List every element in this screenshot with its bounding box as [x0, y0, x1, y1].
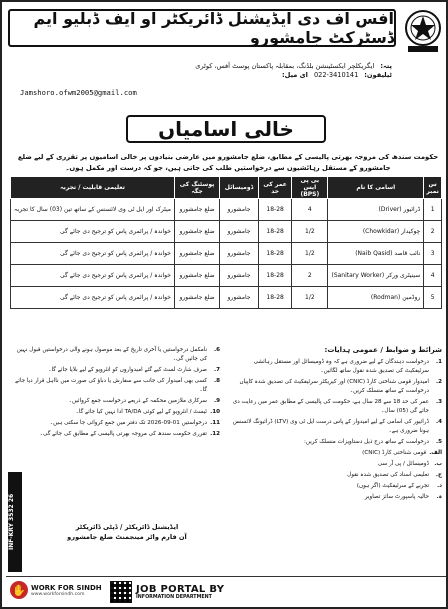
cell-posting: ضلع جامشورو: [174, 287, 219, 309]
instruction-text: امیدوار قومی شناختی کارڈ (CNIC) اور کیریکٹر سرٹیفکیٹ کی تصدیق شدہ کاپیاں درخواست کے ساتھ منسلک کریں۔: [239, 379, 429, 394]
col-header-sno: س نمبر: [424, 177, 442, 199]
instruction-number: 3.: [435, 399, 442, 405]
instruction-number: 1.: [435, 359, 442, 365]
header: [6, 6, 444, 58]
signature-line-1: ایڈیشنل ڈائریکٹر / ڈپٹی ڈائریکٹر: [75, 523, 179, 531]
instruction-text: تجربے کے سرٹیفکیٹ (اگر ہوں): [356, 483, 429, 489]
instruction-text: سرکاری ملازمین محکمہ کے ذریعے درخواست جمع کروائیں۔: [68, 398, 207, 404]
job-portal-text: JOB PORTAL BY: [136, 584, 225, 595]
instruction-number: 5.: [435, 439, 442, 445]
cell-qualification: خواندہ / پرائمری پاس کو ترجیح دی جائے گی: [11, 287, 175, 309]
col-header-qualification: تعلیمی قابلیت / تجربہ: [11, 177, 175, 199]
table-row: [11, 199, 442, 221]
cell-age: 18-28: [258, 221, 291, 243]
signature-line-2: آن فارم واٹر مینجمنٹ ضلع جامشورو: [67, 533, 187, 541]
cell-domicile: جامشورو: [220, 287, 259, 309]
cell-domicile: جامشورو: [220, 243, 259, 265]
instruction-number: 10.: [210, 409, 220, 415]
instructions-list-right: [232, 358, 442, 502]
instruction-item: [232, 493, 442, 502]
instructions-left-column: [10, 346, 220, 441]
instruction-text: حالیہ پاسپورٹ سائز تصاویر: [364, 494, 429, 500]
col-header-age: عمر کی حد: [258, 177, 291, 199]
cell-qualification: خواندہ / پرائمری پاس کو ترجیح دی جائے گی: [11, 265, 175, 287]
instruction-item: [232, 460, 442, 469]
cell-qualification: خواندہ / پرائمری پاس کو ترجیح دی جائے گی: [11, 221, 175, 243]
table-row: [11, 265, 442, 287]
address-value: ایگریکلچر ایکسٹینشن بلڈنگ، بمقابلہ پاکستان پوسٹ آفس، کوٹری: [195, 62, 375, 70]
cell-bps: 2: [292, 265, 328, 287]
cell-domicile: جامشورو: [220, 199, 259, 221]
office-title: آفس آف دی ایڈیشنل ڈائریکٹر او ایف ڈبلیو ایم ڈسٹرکٹ جامشورو: [8, 9, 396, 47]
instruction-number: الف.: [429, 450, 442, 456]
email-value[interactable]: Jamshoro.ofwm2005@gmail.com: [20, 88, 137, 97]
instruction-number: 12.: [210, 431, 220, 437]
cell-sno: 1: [424, 199, 442, 221]
instruction-item: [232, 482, 442, 491]
cell-qualification: میٹرک اور ایل ٹی وی لائسنس کے ساتھ تین (03) سال کا تجربہ: [11, 199, 175, 221]
instruction-number: 7.: [213, 367, 220, 373]
work-for-sindh-logo[interactable]: [10, 581, 102, 599]
instruction-number: د.: [437, 483, 442, 489]
instruction-text: درخواست کے ساتھ درج ذیل دستاویزات منسلک کریں:: [304, 439, 429, 445]
col-header-posting: پوسٹنگ کی جگہ: [174, 177, 219, 199]
instruction-item: [232, 471, 442, 480]
instruction-number: 11.: [210, 420, 220, 426]
table-row: [11, 287, 442, 309]
instruction-number: 6.: [213, 347, 220, 353]
instruction-item: [232, 438, 442, 447]
col-header-bps: بی پی ایس (BPS): [292, 177, 328, 199]
instruction-number: 2.: [435, 379, 442, 385]
cell-age: 18-28: [258, 265, 291, 287]
instruction-text: ڈرائیور کی اسامی کے لیے امیدوار کے پاس درست ایل ٹی وی (LTV) ڈرائیونگ لائسنس ہونا ضروری ہے۔: [232, 419, 429, 434]
instruction-text: صرف شارٹ لسٹ کیے گئے امیدواروں کو انٹرویو کے لیے بلایا جائے گا۔: [48, 367, 207, 373]
cell-name: ڈرائیور (Driver): [328, 199, 424, 221]
cell-name: روڈمین (Rodman): [328, 287, 424, 309]
instruction-item: [10, 419, 220, 428]
cell-domicile: جامشورو: [220, 221, 259, 243]
phone-label: ٹیلیفون:: [364, 71, 392, 79]
job-portal-logo[interactable]: [110, 581, 224, 603]
instruction-text: نامکمل درخواستیں یا آخری تاریخ کے بعد موصول ہونے والی درخواستیں قبول نہیں کی جائیں گی۔: [16, 347, 207, 362]
contact-block: [62, 62, 392, 80]
cell-name: چوکیدار (Chowkidar): [328, 221, 424, 243]
instruction-number: 4.: [435, 419, 442, 425]
instruction-number: ج.: [435, 472, 442, 478]
phone-row: [62, 71, 392, 80]
cell-age: 18-28: [258, 287, 291, 309]
cell-sno: 4: [424, 265, 442, 287]
cell-name: نائب قاصد (Naib Qasid): [328, 243, 424, 265]
col-header-domicile: ڈومیسائل: [220, 177, 259, 199]
cell-sno: 2: [424, 221, 442, 243]
cell-bps: 1/2: [292, 287, 328, 309]
col-header-name: اسامی کا نام: [328, 177, 424, 199]
instruction-text: تقرری حکومت سندھ کی مروجہ بھرتی پالیسی کے مطابق کی جائے گی۔: [39, 431, 207, 437]
cell-posting: ضلع جامشورو: [174, 265, 219, 287]
intro-paragraph: حکومت سندھ کی مروجہ بھرتی پالیسی کے مطابق، ضلع جامشورو میں عارضی بنیادوں پر خالی اسامیوں پر تقرری کے لیے ضلع جامشورو کے مستقل رہائشیوں سے درخواستیں طلب کی جاتی ہیں، جو کہ درست اور مکمل ہوں۔: [17, 153, 439, 172]
cell-name: سینیٹری ورکر (Sanitary Worker): [328, 265, 424, 287]
qr-code-icon: [110, 581, 132, 603]
instructions-right-column: [232, 346, 442, 504]
cell-bps: 1/2: [292, 221, 328, 243]
instruction-item: [10, 397, 220, 406]
address-label: پتہ:: [380, 62, 392, 70]
instruction-item: [232, 358, 442, 376]
work-for-sindh-url: www.workforsindh.com: [31, 591, 85, 597]
cell-bps: 1/2: [292, 243, 328, 265]
cell-age: 18-28: [258, 199, 291, 221]
address-row: [62, 62, 392, 71]
instruction-text: درخواستیں 01-09-2026 تک دفتر میں جمع کروائی جا سکتی ہیں۔: [49, 420, 207, 426]
instruction-item: [10, 377, 220, 395]
phone-value: 022-3410141: [313, 71, 359, 79]
instruction-number: ب.: [434, 461, 442, 467]
cell-posting: ضلع جامشورو: [174, 221, 219, 243]
instruction-item: [232, 378, 442, 396]
work-for-sindh-text: WORK FOR SINDH: [31, 583, 102, 592]
hand-icon: ✋: [10, 581, 28, 599]
reference-code: INF-KRY 3532 26: [8, 472, 22, 572]
footer: [6, 576, 446, 606]
vacancies-banner: خالی اسامیاں: [126, 115, 326, 143]
government-emblem-icon: [402, 6, 444, 54]
instruction-text: ٹیسٹ / انٹرویو کے لیے کوئی TA/DA ادا نہیں کیا جائے گا۔: [75, 409, 207, 415]
instructions-list-left: [10, 346, 220, 439]
instruction-text: ڈومیسائل / پی آر سی: [377, 461, 429, 467]
instruction-number: ہ.: [436, 494, 442, 500]
instruction-number: 9.: [213, 398, 220, 404]
instruction-text: درخواست دہندگان کے لیے ضروری ہے کہ وہ ڈومیسائل اور مستقل رہائشی سرٹیفکیٹ کی تصدیق شدہ نقول ساتھ لگائیں۔: [253, 359, 429, 374]
cell-sno: 3: [424, 243, 442, 265]
cell-sno: 5: [424, 287, 442, 309]
table-row: [11, 221, 442, 243]
table-header-row: [11, 177, 442, 199]
cell-age: 18-28: [258, 243, 291, 265]
cell-qualification: خواندہ / پرائمری پاس کو ترجیح دی جائے گی: [11, 243, 175, 265]
instruction-text: کسی بھی امیدوار کی جانب سے سفارش یا دباؤ کی صورت میں نااہل قرار دیا جائے گا۔: [15, 378, 207, 393]
instruction-item: [10, 430, 220, 439]
instruction-item: [10, 408, 220, 417]
jobs-table: [10, 176, 442, 309]
information-department-text: INFORMATION DEPARTMENT: [136, 595, 212, 600]
email-label: ای میل:: [282, 71, 308, 79]
cell-domicile: جامشورو: [220, 265, 259, 287]
instruction-item: [232, 398, 442, 416]
instructions-title: شرائط و ضوابط / عمومی ہدایات:: [324, 346, 442, 354]
instruction-item: [10, 366, 220, 375]
instruction-text: قومی شناختی کارڈ (CNIC): [362, 450, 427, 456]
instruction-text: عمر کی حد 18 سے 28 سال ہے، حکومت کی پالیسی کے مطابق عمر میں رعایت دی جائے گی (05) سال۔: [232, 399, 429, 414]
instruction-text: تعلیمی اسناد کی تصدیق شدہ نقول: [347, 472, 429, 478]
signature-block: [32, 522, 222, 542]
table-row: [11, 243, 442, 265]
cell-posting: ضلع جامشورو: [174, 199, 219, 221]
instruction-item: [232, 418, 442, 436]
instruction-number: 8.: [213, 378, 220, 384]
instruction-item: [232, 449, 442, 458]
instruction-item: [10, 346, 220, 364]
cell-posting: ضلع جامشورو: [174, 243, 219, 265]
cell-bps: 4: [292, 199, 328, 221]
